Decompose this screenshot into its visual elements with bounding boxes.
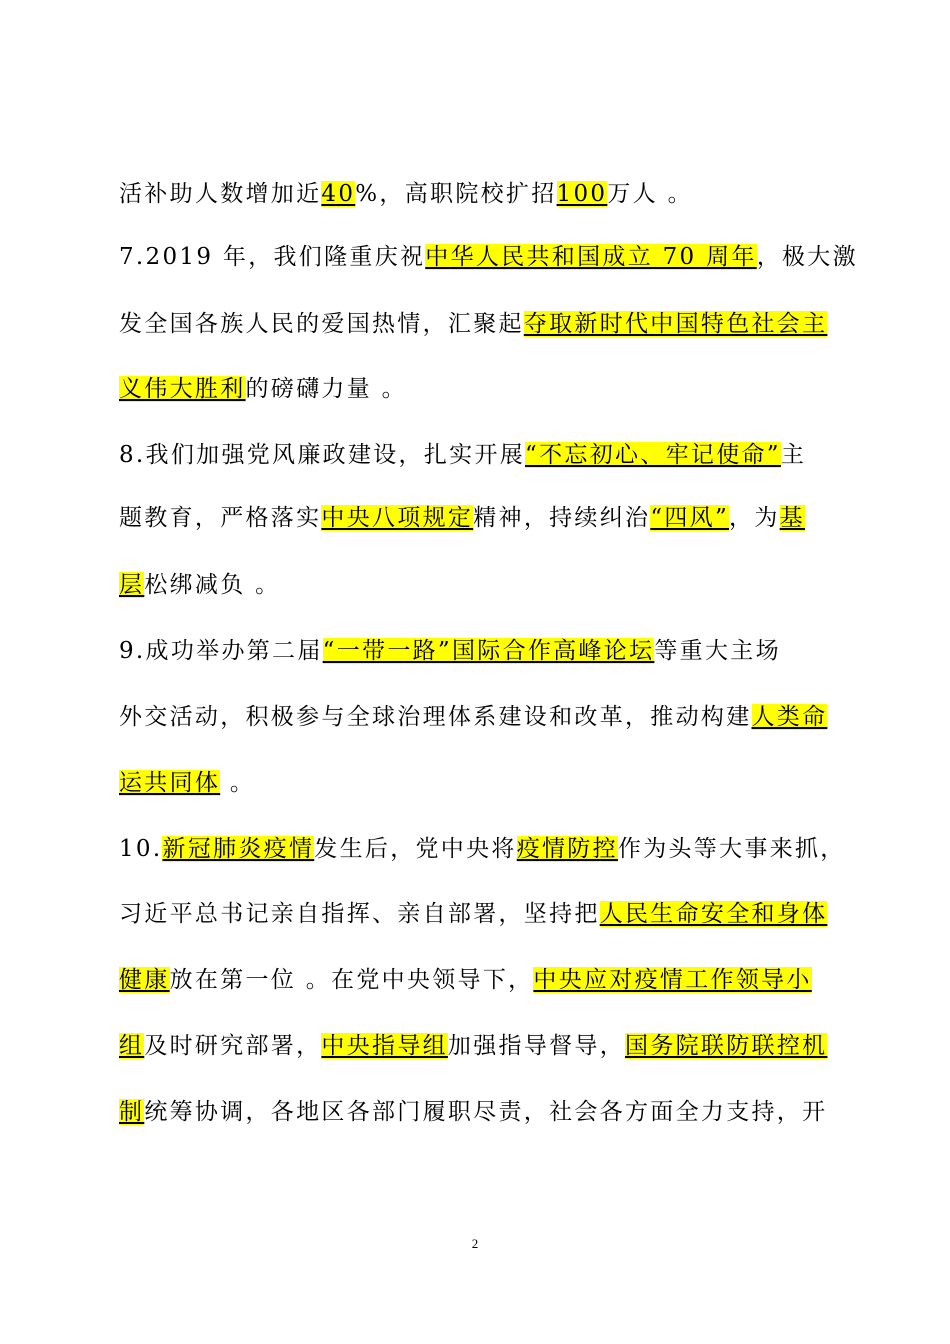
page-number: 2 [471,1236,479,1251]
text-segment: 8.我们加强党风廉政建设，扎实开展 [119,442,526,468]
highlighted-answer: “不忘初心、牢记使命” [525,442,781,468]
text-segment: 。 [220,770,256,796]
text-segment: 放在第一位 。在党中央领导下， [169,967,534,993]
text-line [119,700,831,734]
highlighted-answer: 组 [119,1033,145,1059]
text-segment: 活补助人数增加近 [119,181,322,207]
highlighted-answer: 层 [119,572,145,598]
text-segment: 发全国各族人民的爱国热情，汇聚起 [119,311,524,337]
text-line [119,1095,831,1129]
highlighted-answer: 人类命 [751,704,828,730]
text-segment: 加强指导督导， [447,1033,626,1059]
text-segment: ，极大激 [756,244,858,270]
text-segment: 统筹协调，各地区各部门履职尽责，社会各方面全力支持，开 [144,1099,828,1125]
highlighted-answer: 中央应对疫情工作领导小 [533,967,812,993]
text-segment: 9.成功举办第二届 [119,638,323,664]
text-line [119,963,831,997]
highlighted-answer: 制 [119,1099,145,1125]
text-segment: 作为头等大事来抓， [617,836,846,862]
text-segment: 主 [780,442,807,468]
text-line [119,766,831,800]
highlighted-answer: 中华人民共和国成立 70 周年 [425,244,757,270]
text-line [119,1029,831,1063]
highlighted-answer: “一带一路”国际合作高峰论坛 [322,638,655,664]
text-segment: %，高职院校扩招 [355,181,557,207]
highlighted-answer: 义伟大胜利 [119,376,246,402]
text-segment: 等重大主场 [654,638,781,664]
highlighted-answer: 运共同体 [119,770,221,796]
text-segment: 7.2019 年，我们隆重庆祝 [119,244,426,270]
text-segment: 10. [119,836,163,862]
text-line [119,634,831,668]
text-line [119,568,831,602]
text-line [119,240,858,274]
highlighted-answer: 夺取新时代中国特色社会主 [523,311,828,337]
highlighted-answer: 中央指导组 [321,1033,448,1059]
text-segment: 外交活动，积极参与全球治理体系建设和改革，推动构建 [119,704,752,730]
text-line [119,832,846,866]
text-segment: ，为 [729,505,780,531]
text-segment: 习近平总书记亲自指挥、亲自部署，坚持把 [119,901,600,927]
text-segment: 发生后，党中央将 [314,836,517,862]
text-line [119,177,831,211]
text-segment: 的磅礴力量 。 [245,376,407,402]
text-line [119,897,831,931]
highlighted-answer: “四风” [650,505,730,531]
text-segment: 精神，持续纠治 [473,505,651,531]
text-line [119,372,831,406]
text-line [119,307,831,341]
text-segment: 题教育，严格落实 [119,505,322,531]
text-line [119,438,831,472]
highlighted-answer: 人民生命安全和身体 [599,901,828,927]
text-segment: 万人 。 [607,181,693,207]
highlighted-answer: 健康 [119,967,170,993]
text-line [119,501,831,535]
highlighted-answer: 40 [321,181,356,207]
text-segment: 松绑减负 。 [144,572,281,598]
text-segment: 及时研究部署， [144,1033,322,1059]
highlighted-answer: 基 [779,505,805,531]
highlighted-answer: 疫情防控 [516,836,618,862]
highlighted-answer: 中央八项规定 [321,505,474,531]
highlighted-answer: 国务院联防联控机 [625,1033,828,1059]
highlighted-answer: 新冠肺炎疫情 [162,836,315,862]
highlighted-answer: 100 [556,181,608,207]
